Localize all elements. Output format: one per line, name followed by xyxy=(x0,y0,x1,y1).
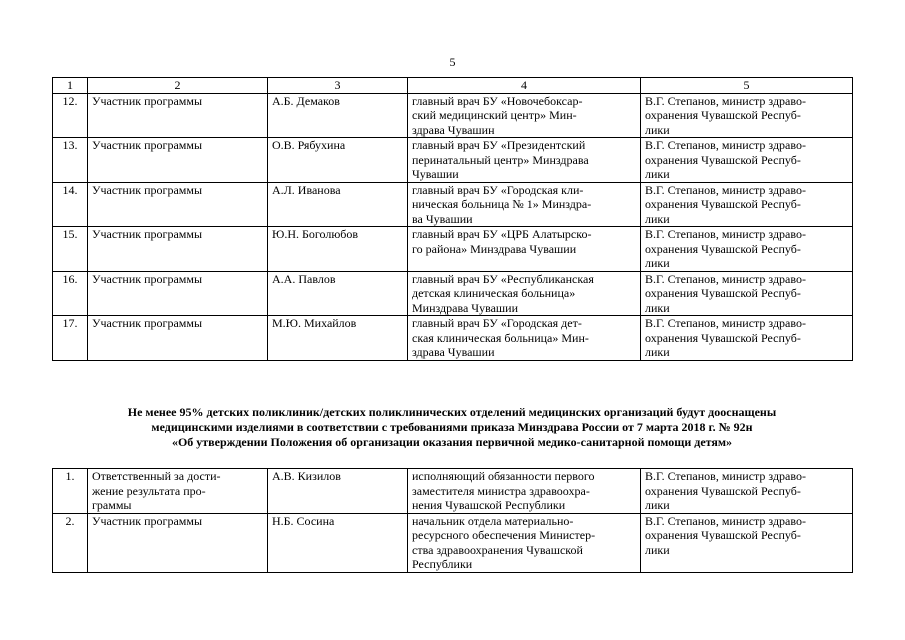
supervisor-cell-line: В.Г. Степанов, министр здраво- xyxy=(645,513,806,528)
supervisor-cell xyxy=(641,93,853,138)
table-row xyxy=(53,93,853,138)
supervisor-cell xyxy=(641,469,853,514)
row-number: 13. xyxy=(53,138,88,183)
supervisor-cell-line: лики xyxy=(645,256,670,270)
supervisor-cell-line: охранения Чувашской Респуб- xyxy=(645,108,801,122)
position-cell-line: ническая больница № 1» Минздра- xyxy=(412,197,592,211)
position-cell-line: исполняющий обязанности первого xyxy=(412,469,595,483)
position-cell-line: го района» Минздрава Чувашии xyxy=(412,241,577,256)
position-cell xyxy=(408,316,641,361)
supervisor-cell-line: охранения Чувашской Респуб- xyxy=(645,152,801,167)
role-cell: Участник программы xyxy=(88,182,268,227)
row-number: 17. xyxy=(53,316,88,361)
position-cell-line: заместителя министра здравоохра- xyxy=(412,483,590,498)
row-number: 15. xyxy=(53,227,88,272)
position-cell-line: Республики xyxy=(412,557,473,571)
role-cell: Участник программы xyxy=(88,227,268,272)
position-cell xyxy=(408,271,641,316)
supervisor-cell xyxy=(641,316,853,361)
supervisor-cell-line: лики xyxy=(645,300,670,315)
person-name: А.А. Павлов xyxy=(268,271,408,316)
position-cell-line: ский медицинский центр» Мин- xyxy=(412,108,577,122)
role-cell: Участник программы xyxy=(88,316,268,361)
column-number: 4 xyxy=(408,78,641,94)
column-number-row xyxy=(53,78,853,94)
supervisor-cell-line: лики xyxy=(645,211,670,226)
person-name: Н.Б. Сосина xyxy=(268,513,408,572)
position-cell-line: ресурсного обеспечения Министер- xyxy=(412,528,596,542)
supervisor-cell-line: лики xyxy=(645,167,670,181)
row-number: 14. xyxy=(53,182,88,227)
section-heading-line: «Об утверждении Положения об организации оказания первичной медико-санитарной помощи детям» xyxy=(171,435,733,449)
position-cell-line: главный врач БУ «Новочебоксар- xyxy=(412,93,583,108)
section-heading xyxy=(52,405,852,450)
supervisor-cell-line: лики xyxy=(645,345,670,359)
supervisor-cell xyxy=(641,227,853,272)
position-cell-line: главный врач БУ «Городская кли- xyxy=(412,182,584,197)
person-name: М.Ю. Михайлов xyxy=(268,316,408,361)
position-cell xyxy=(408,138,641,183)
position-cell-line: перинатальный центр» Минздрава xyxy=(412,152,589,167)
position-cell xyxy=(408,469,641,514)
responsibility-table-continued xyxy=(52,468,853,573)
section-heading-line: Не менее 95% детских поликлиник/детских поликлинических отделений медицинских организаций будут дооснащены xyxy=(127,405,777,419)
supervisor-cell-line: В.Г. Степанов, министр здраво- xyxy=(645,316,806,330)
table-row xyxy=(53,271,853,316)
position-cell xyxy=(408,227,641,272)
position-cell xyxy=(408,93,641,138)
supervisor-cell-line: охранения Чувашской Респуб- xyxy=(645,197,801,211)
column-number: 2 xyxy=(88,78,268,94)
supervisor-cell-line: охранения Чувашской Респуб- xyxy=(645,528,801,542)
position-cell-line: Чувашии xyxy=(412,167,459,181)
supervisor-cell-line: В.Г. Степанов, министр здраво- xyxy=(645,93,806,108)
position-cell-line: главный врач БУ «Республиканская xyxy=(412,271,594,286)
responsibility-table-body xyxy=(53,78,853,361)
role-cell-line: жение результата про- xyxy=(92,483,206,498)
position-cell-line: ства здравоохранения Чувашской xyxy=(412,542,583,557)
position-cell-line: ская клиническая больница» Мин- xyxy=(412,330,589,345)
role-cell: Участник программы xyxy=(88,138,268,183)
supervisor-cell-line: лики xyxy=(645,498,670,512)
row-number: 2. xyxy=(53,513,88,572)
position-cell-line: нения Чувашской Республики xyxy=(412,498,566,512)
role-cell xyxy=(88,469,268,514)
responsibility-table xyxy=(52,77,853,361)
position-cell-line: главный врач БУ «Президентский xyxy=(412,138,586,152)
table-row xyxy=(53,513,853,572)
person-name: А.В. Кизилов xyxy=(268,469,408,514)
position-cell-line: здрава Чувашии xyxy=(412,345,495,359)
column-number: 5 xyxy=(641,78,853,94)
person-name: А.Б. Демаков xyxy=(268,93,408,138)
supervisor-cell-line: охранения Чувашской Респуб- xyxy=(645,286,801,300)
position-cell-line: здрава Чувашин xyxy=(412,122,495,137)
table-row xyxy=(53,138,853,183)
position-cell-line: детская клиническая больница» xyxy=(412,286,576,300)
supervisor-cell-line: охранения Чувашской Респуб- xyxy=(645,483,801,498)
table-row xyxy=(53,227,853,272)
supervisor-cell-line: В.Г. Степанов, министр здраво- xyxy=(645,138,806,152)
responsibility-table-continued-body xyxy=(53,469,853,573)
supervisor-cell-line: В.Г. Степанов, министр здраво- xyxy=(645,469,806,483)
supervisor-cell-line: охранения Чувашской Респуб- xyxy=(645,241,801,256)
supervisor-cell-line: В.Г. Степанов, министр здраво- xyxy=(645,271,806,286)
supervisor-cell-line: лики xyxy=(645,122,670,137)
position-cell-line: начальник отдела материально- xyxy=(412,513,574,528)
supervisor-cell xyxy=(641,138,853,183)
position-cell xyxy=(408,513,641,572)
role-cell-line: Участник программы xyxy=(92,513,203,528)
position-cell-line: главный врач БУ «Городская дет- xyxy=(412,316,582,330)
table-row xyxy=(53,182,853,227)
row-number: 1. xyxy=(53,469,88,514)
person-name: О.В. Рябухина xyxy=(268,138,408,183)
section-heading-line: медицинскими изделиями в соответствии с требованиями приказа Минздрава России от 7 марта 2018 г. № 92н xyxy=(151,420,753,434)
supervisor-cell-line: лики xyxy=(645,542,670,557)
supervisor-cell-line: В.Г. Степанов, министр здраво- xyxy=(645,227,806,241)
supervisor-cell xyxy=(641,271,853,316)
position-cell-line: ва Чувашии xyxy=(412,211,473,226)
row-number: 16. xyxy=(53,271,88,316)
position-cell-line: главный врач БУ «ЦРБ Алатырско- xyxy=(412,227,592,241)
supervisor-cell xyxy=(641,182,853,227)
position-cell-line: Минздрава Чувашии xyxy=(412,300,519,315)
page-number: 5 xyxy=(449,55,456,69)
position-cell xyxy=(408,182,641,227)
column-number: 1 xyxy=(53,78,88,94)
supervisor-cell xyxy=(641,513,853,572)
column-number: 3 xyxy=(268,78,408,94)
supervisor-cell-line: В.Г. Степанов, министр здраво- xyxy=(645,182,806,197)
table-row xyxy=(53,316,853,361)
row-number: 12. xyxy=(53,93,88,138)
person-name: Ю.Н. Боголюбов xyxy=(268,227,408,272)
role-cell-line: граммы xyxy=(92,498,132,512)
role-cell-line: Ответственный за дости- xyxy=(92,469,221,483)
person-name: А.Л. Иванова xyxy=(268,182,408,227)
role-cell: Участник программы xyxy=(88,93,268,138)
supervisor-cell-line: охранения Чувашской Респуб- xyxy=(645,330,801,345)
role-cell: Участник программы xyxy=(88,271,268,316)
role-cell xyxy=(88,513,268,572)
table-row xyxy=(53,469,853,514)
